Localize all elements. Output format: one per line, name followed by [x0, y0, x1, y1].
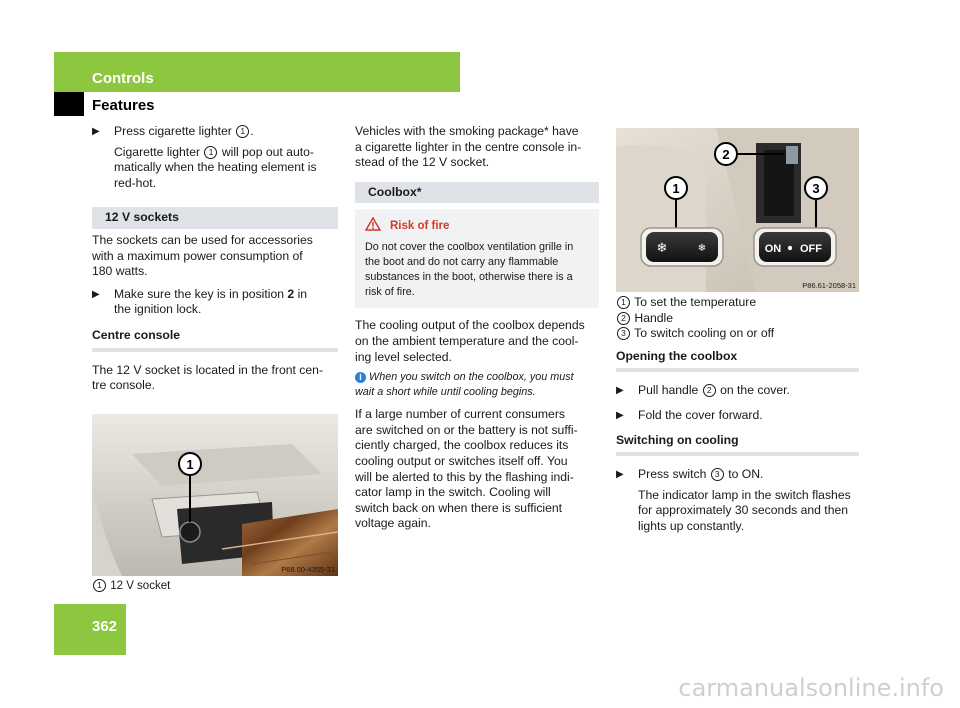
legend-list [616, 295, 859, 342]
coolbox-illustration [616, 128, 859, 292]
legend-item: 2 Handle [616, 311, 859, 327]
switch-off-label: OFF [800, 243, 822, 255]
large-consumers-text: If a large number of current consumers are switched on or the battery is not suffi- ciently charged, the coolbox reduces its cooling output or switches itself off. You will be alerted to this by the flashing indi- cator lamp in the switch. Cooling will switch back on when there is sufficient voltage again. [355, 407, 578, 531]
photo-callout: 1 [186, 456, 194, 472]
photo-code: P68.00-4355-31 [281, 564, 335, 574]
photo-code: P86.61-2058-31 [802, 281, 856, 290]
callout-number: 1 [93, 579, 106, 592]
watermark: carmanualsonline.info [678, 674, 944, 702]
band-coolbox: Coolbox* [355, 182, 599, 204]
lighter-detail: Cigarette lighter 1 will pop out auto- matically when the heating element is red-hot. [114, 144, 317, 190]
info-icon: i [355, 372, 366, 383]
heading-opening-coolbox: Opening the coolbox [616, 349, 859, 373]
subsection-title: Features [92, 97, 155, 114]
legend-item: 1 To set the temperature [616, 295, 859, 311]
photo-callout-2: 2 [722, 147, 730, 162]
step-key-position: ▶ Make sure the key is in position 2 in the ignition lock. [92, 286, 308, 317]
step-pull-handle: ▶ Pull handle 2 on the cover. [616, 383, 790, 398]
caption-12v-socket: 1 12 V socket [92, 579, 338, 595]
arrow-icon: ▶ [616, 385, 624, 397]
snowflake-icon: ❄ [656, 241, 668, 256]
photo-callout-1: 1 [672, 181, 680, 196]
cooling-output-text: The cooling output of the coolbox depends on the ambient temperature and the cool- ing level selected. [355, 318, 585, 364]
step-press-switch: ▶ Press switch 3 to ON. [616, 467, 764, 482]
header-marker [54, 92, 84, 116]
step-press-lighter: ▶ Press cigarette lighter 1 . [92, 124, 254, 138]
arrow-icon: ▶ [92, 126, 100, 137]
column-2 [355, 124, 599, 532]
sockets-text: The sockets can be used for accessories with a maximum power consumption of 180 watts. [92, 232, 313, 279]
warning-title: Risk of fire [390, 220, 450, 233]
arrow-icon: ▶ [616, 469, 624, 481]
info-note: i When you switch on the coolbox, you must wait a short while until cooling begins. [355, 371, 574, 398]
legend-item: 3 To switch cooling on or off [616, 326, 859, 342]
photo-12v-socket [92, 414, 338, 576]
switch-on-label: ON [764, 243, 782, 255]
heading-centre-console: Centre console [92, 328, 338, 352]
centre-console-text: The 12 V socket is located in the front cen- tre console. [92, 362, 324, 393]
arrow-icon: ▶ [92, 288, 100, 300]
socket-illustration [92, 414, 338, 576]
photo-callout-3: 3 [812, 181, 820, 196]
column-3 [616, 128, 859, 535]
indicator-lamp [788, 246, 792, 250]
section-title: Controls [92, 70, 154, 87]
indicator-lamp-text: The indicator lamp in the switch flashes for approximately 30 seconds and then lights up constantly. [638, 487, 851, 533]
arrow-icon: ▶ [616, 409, 624, 421]
snowflake-small-icon: ❄ [697, 243, 707, 254]
page-number: 362 [92, 618, 118, 635]
heading-switching-on-cooling: Switching on cooling [616, 433, 859, 457]
callout-number: 1 [236, 125, 249, 138]
band-12v-sockets: 12 V sockets [92, 207, 338, 229]
column-1 [92, 124, 338, 594]
warning-triangle-icon [365, 217, 381, 231]
photo-coolbox-controls [616, 128, 859, 292]
step-fold-cover: ▶ Fold the cover forward. [616, 407, 763, 422]
smoking-package-text: Vehicles with the smoking package* have a cigarette lighter in the centre console in- stead of the 12 V socket. [355, 124, 582, 170]
warning-risk-of-fire: Risk of fire Do not cover the coolbox ventilation grille in the boot and do not carry any flammable substances in the boot, otherwise there is a risk of fire. [355, 209, 599, 308]
callout-number: 1 [204, 146, 217, 159]
